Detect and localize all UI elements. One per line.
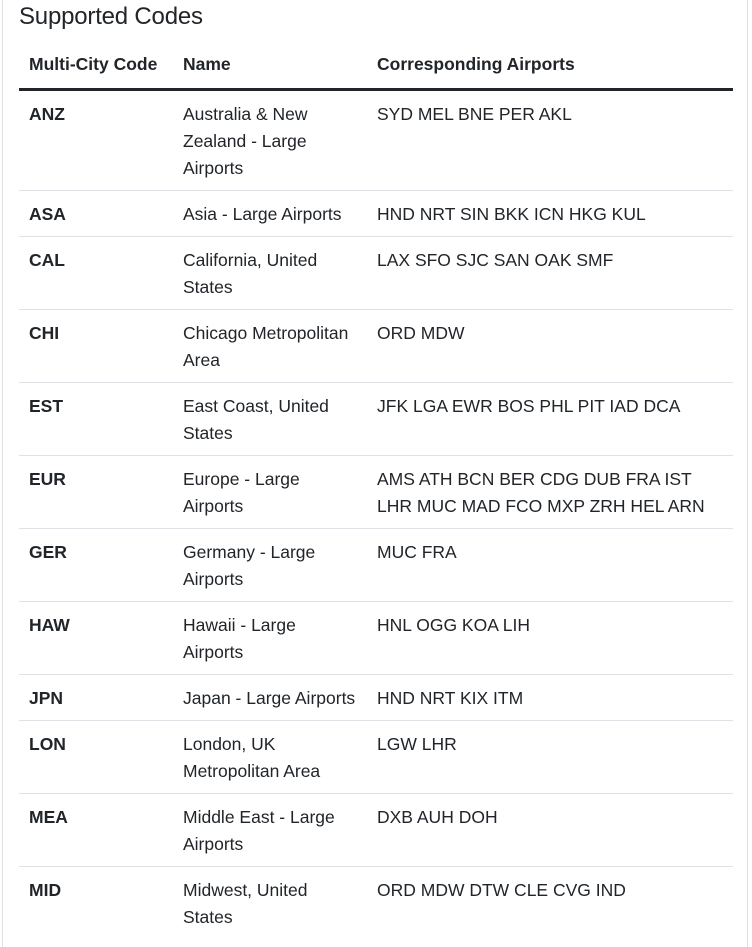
- row-name: California, United States: [173, 237, 367, 310]
- row-name: London, UK Metropolitan Area: [173, 721, 367, 794]
- row-airports: AMS ATH BCN BER CDG DUB FRA IST LHR MUC MAD FCO MXP ZRH HEL ARN: [367, 456, 733, 529]
- row-airports: LAX SFO SJC SAN OAK SMF: [367, 237, 733, 310]
- row-airports: ORD MDW DTW CLE CVG IND: [377, 880, 626, 900]
- row-airports: MUC FRA: [367, 529, 733, 602]
- row-airports: HND NRT SIN BKK ICN HKG KUL: [367, 191, 733, 237]
- row-airports: ORD MDW: [367, 310, 733, 383]
- table-row: [19, 529, 733, 602]
- table-row: [19, 90, 733, 191]
- row-name: Australia & New Zealand - Large Airports: [173, 90, 367, 191]
- row-code: CHI: [19, 310, 173, 383]
- row-code: JPN: [19, 675, 173, 721]
- row-airports: HNL OGG KOA LIH: [367, 602, 733, 675]
- row-airports: LGW LHR: [367, 721, 733, 794]
- row-name: Germany - Large Airports: [173, 529, 367, 602]
- row-name: Hawaii - Large Airports: [173, 602, 367, 675]
- row-name: Asia - Large Airports: [173, 191, 367, 237]
- table-row: [19, 602, 733, 675]
- row-name: Chicago Metropolitan Area: [173, 310, 367, 383]
- row-airports: HND NRT KIX ITM: [367, 675, 733, 721]
- table-body: [19, 90, 733, 940]
- table-row: [19, 456, 733, 529]
- table-row: [19, 383, 733, 456]
- header-multi-city-code: Multi-City Code: [19, 46, 173, 90]
- table-row: [19, 867, 733, 940]
- row-name: Japan - Large Airports: [173, 675, 367, 721]
- row-code: MID: [29, 880, 62, 900]
- row-code: GER: [19, 529, 173, 602]
- row-code: ASA: [19, 191, 173, 237]
- header-name: Name: [173, 46, 367, 90]
- table-row: [19, 237, 733, 310]
- row-name: East Coast, United States: [173, 383, 367, 456]
- table-row: [19, 675, 733, 721]
- table-row: [19, 191, 733, 237]
- table-header: [19, 46, 733, 90]
- row-code: ANZ: [19, 90, 173, 191]
- header-corresponding-airports: Corresponding Airports: [367, 46, 733, 90]
- row-code: EST: [19, 383, 173, 456]
- row-code: HAW: [19, 602, 173, 675]
- row-code: LON: [19, 721, 173, 794]
- supported-codes-table: [19, 46, 733, 939]
- row-name: Middle East - Large Airports: [173, 794, 367, 867]
- row-code: MEA: [19, 794, 173, 867]
- section-title: Supported Codes: [19, 3, 203, 30]
- row-airports: DXB AUH DOH: [367, 794, 733, 867]
- row-name: Midwest, United States: [183, 880, 308, 927]
- table-row: [19, 310, 733, 383]
- row-airports: SYD MEL BNE PER AKL: [367, 90, 733, 191]
- header-row: [19, 46, 733, 90]
- table-row: [19, 794, 733, 867]
- row-airports: JFK LGA EWR BOS PHL PIT IAD DCA: [367, 383, 733, 456]
- table-row: [19, 721, 733, 794]
- row-code: CAL: [19, 237, 173, 310]
- row-code: EUR: [19, 456, 173, 529]
- row-name: Europe - Large Airports: [173, 456, 367, 529]
